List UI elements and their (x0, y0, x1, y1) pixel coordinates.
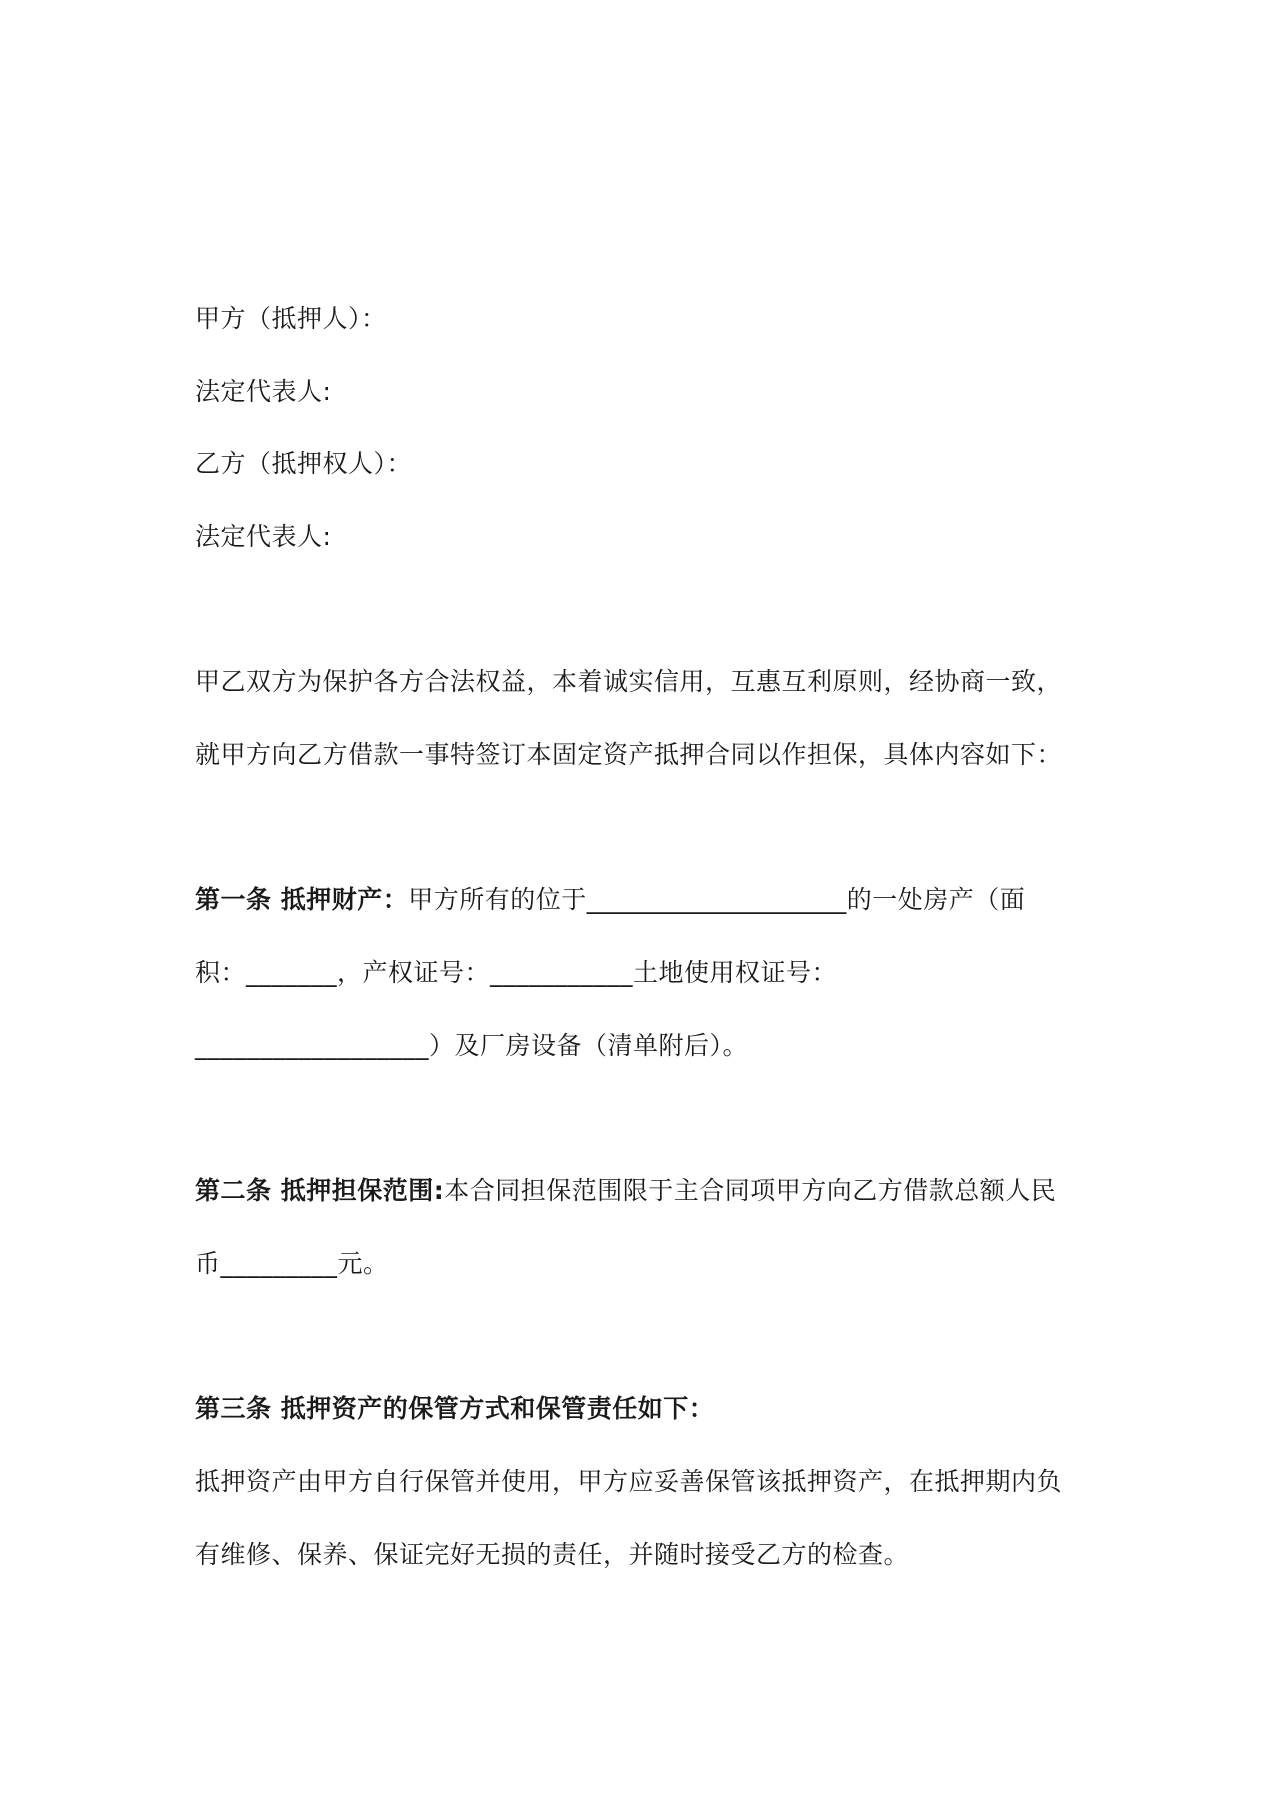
article-1-text: 甲方所有的位于____________________的一处房产（面 (408, 885, 1026, 914)
party-b-label: 乙方（抵押权人）： (195, 449, 413, 478)
article-3-line-2: 有维修、保养、保证完好无损的责任，并随时接受乙方的检查。 (195, 1540, 910, 1569)
preamble-line-2: 就甲方向乙方借款一事特签订本固定资产抵押合同以作担保，具体内容如下： (195, 740, 1063, 769)
article-2-heading: 第二条 抵押担保范围: (195, 1176, 445, 1205)
preamble-line-1: 甲乙双方为保护各方合法权益，本着诚实信用，互惠互利原则，经协商一致， (195, 667, 1063, 696)
article-1-line-3: __________________）及厂房设备（清单附后）。 (195, 1031, 749, 1060)
party-b-representative-label: 法定代表人: (195, 522, 332, 551)
article-3-line-1: 抵押资产由甲方自行保管并使用，甲方应妥善保管该抵押资产，在抵押期内负 (195, 1467, 1063, 1496)
article-1-heading: 第一条 抵押财产： (195, 885, 409, 914)
article-2-line-1 (195, 1174, 1056, 1208)
article-3-heading: 第三条 抵押资产的保管方式和保管责任如下： (195, 1394, 715, 1423)
article-2-line-2: 币_________元。 (195, 1249, 389, 1278)
article-1-line-2: 积：_______，产权证号：___________土地使用权证号： (195, 958, 838, 987)
party-a-label: 甲方（抵押人）： (195, 304, 387, 333)
article-2-text: 本合同担保范围限于主合同项甲方向乙方借款总额人民 (444, 1176, 1057, 1205)
party-a-representative-label: 法定代表人: (195, 377, 332, 406)
article-1-line-1 (195, 883, 1025, 917)
